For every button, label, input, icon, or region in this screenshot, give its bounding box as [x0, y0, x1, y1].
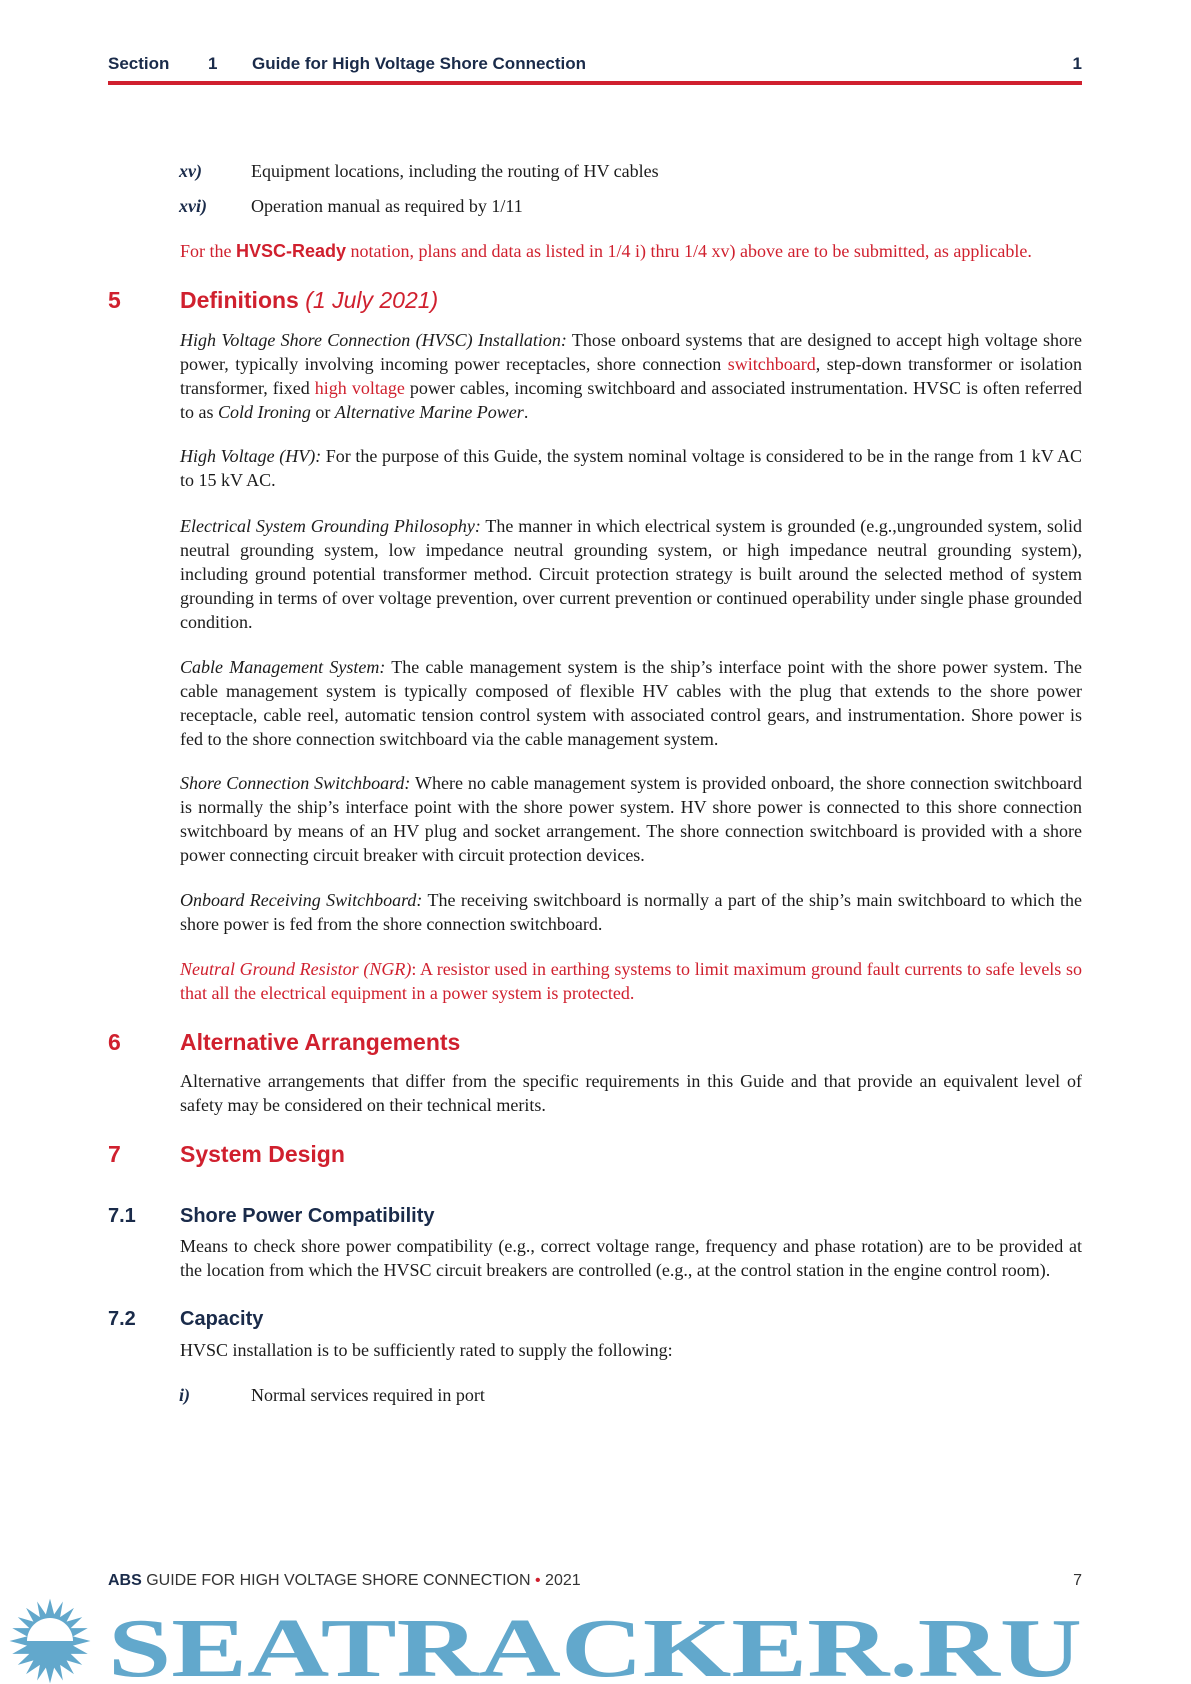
- item-text: Equipment locations, including the routing of HV cables: [251, 161, 659, 181]
- capacity-text: HVSC installation is to be sufficiently rated to supply the following:: [180, 1340, 673, 1360]
- definition-text: The receiving switchboard is normally a part of the ship’s main switchboard to which the shore power is fed from the shore connection switchboard.: [180, 890, 1083, 934]
- definition-term: Neutral Ground Resistor (NGR): [180, 959, 412, 979]
- note-notation: HVSC-Ready: [236, 241, 347, 261]
- subsection-number: 7.1: [108, 1205, 136, 1227]
- page-body: [108, 159, 1082, 1407]
- note-text: notation, plans and data as listed in 1/4 i) thru 1/4 xv) above are to be submitted, as applicable.: [346, 241, 1032, 261]
- header-chapter-page: 1: [1072, 54, 1082, 73]
- definition-text: The cable management system is the ship’s interface point with the shore power system. The cable management system is typically composed of flexible HV cables with the plug that extends to the shore power receptacle, cable reel, automatic tension control system with associated control gears, and instrumentation. Shore power is fed to the shore connection switchboard via the cable management system.: [180, 657, 1082, 749]
- alternative-text: Alternative arrangements that differ from the specific requirements in this Guide and that provide an equivalent level of safety may be considered on their technical merits.: [180, 1071, 1082, 1115]
- definition-text: : A resistor used in earthing systems to limit maximum ground fault currents to safe levels so that all the electrical equipment in a power system is protected.: [180, 959, 1082, 1003]
- text: or: [310, 402, 335, 422]
- hvsc-ready-note: [180, 239, 1082, 263]
- section-heading-6: [108, 1028, 1082, 1056]
- text: Cold Ironing: [218, 402, 311, 422]
- definition-grounding: [180, 514, 1082, 634]
- section-heading-5: [108, 286, 1082, 314]
- list-item: [179, 194, 1082, 218]
- section-heading-7: [108, 1140, 1082, 1168]
- definition-text: For the purpose of this Guide, the system nominal voltage is considered to be in the range from 1 kV AC to 15 kV AC.: [180, 446, 1082, 490]
- subsection-title: Capacity: [180, 1308, 264, 1330]
- definition-hvsc: [180, 328, 1082, 424]
- footer-year: 2021: [540, 1572, 581, 1589]
- sun-icon: [10, 1599, 91, 1684]
- definition-term: High Voltage Shore Connection (HVSC) Installation:: [180, 330, 567, 350]
- page-footer: [108, 1571, 1082, 1591]
- item-text: Operation manual as required by 1/11: [251, 196, 523, 216]
- link-high-voltage[interactable]: high voltage: [314, 378, 405, 398]
- header-divider: [108, 81, 1082, 85]
- definition-term: Electrical System Grounding Philosophy:: [180, 516, 481, 536]
- header-section-label: Section: [108, 54, 170, 73]
- footer-title: GUIDE FOR HIGH VOLTAGE SHORE CONNECTION: [141, 1572, 535, 1589]
- subsection-title: Shore Power Compatibility: [180, 1205, 435, 1227]
- definition-hv: [180, 444, 1082, 492]
- header-section-number: 1: [208, 54, 218, 73]
- list-item: [179, 1383, 1082, 1407]
- definition-ngr: [180, 957, 1082, 1005]
- definition-term: Onboard Receiving Switchboard:: [180, 890, 423, 910]
- definition-receiving-switchboard: [180, 888, 1082, 936]
- item-number: xv): [179, 161, 202, 181]
- watermark-text: SEATRACKER.RU: [108, 1602, 1082, 1684]
- section-title: Alternative Arrangements: [180, 1029, 461, 1055]
- definition-text: The manner in which electrical system is grounded (e.g.,ungrounded system, solid neutral grounding system, low impedance neutral grounding system, or high impedance neutral grounding system), including ground potential transformer method. Circuit protection strategy is built around the selected method of system grounding in terms of over voltage prevention, over current prevention or continued operability under single phase grounded condition.: [180, 516, 1082, 632]
- definition-term: High Voltage (HV):: [180, 446, 322, 466]
- footer-brand: ABS: [108, 1572, 142, 1589]
- text: , step-down transformer or isolation transformer, fixed: [180, 354, 1082, 398]
- section-number: 6: [108, 1029, 121, 1055]
- definition-term: Shore Connection Switchboard:: [180, 773, 411, 793]
- section-number: 5: [108, 287, 121, 313]
- subsection-heading-7-2: [108, 1306, 1082, 1332]
- section-title: Definitions: [180, 287, 299, 313]
- definition-cms: [180, 655, 1082, 751]
- section-title: System Design: [180, 1141, 345, 1167]
- text: .: [523, 402, 529, 422]
- list-item: [179, 159, 1082, 183]
- header-title: Guide for High Voltage Shore Connection: [252, 54, 587, 73]
- note-text: For the: [180, 241, 236, 261]
- item-number: xvi): [179, 196, 207, 216]
- text: power cables, incoming switchboard and associated instrumentation. HVSC is often referred to as: [180, 378, 1082, 422]
- watermark-logo: [0, 1598, 1191, 1684]
- link-switchboard[interactable]: switchboard: [727, 354, 816, 374]
- text: Alternative Marine Power: [334, 402, 524, 422]
- definition-term: Cable Management System:: [180, 657, 386, 677]
- section-number: 7: [108, 1141, 121, 1167]
- footer-page-number: 7: [1073, 1572, 1082, 1589]
- definition-text: Where no cable management system is provided onboard, the shore connection switchboard is normally the ship’s interface point with the shore power system. HV shore power is connected to this shore connection switchboard by means of an HV plug and socket arrangement. The shore connection switchboard is provided with a shore power connecting circuit breaker with circuit protection devices.: [180, 773, 1083, 865]
- compatibility-text: Means to check shore power compatibility (e.g., correct voltage range, frequency and phase rotation) are to be provided at the location from which the HVSC circuit breakers are controlled (e.g., at the control station in the engine control room).: [180, 1236, 1082, 1280]
- item-number: i): [179, 1385, 190, 1405]
- definition-shore-switchboard: [180, 771, 1082, 867]
- subsection-number: 7.2: [108, 1308, 136, 1330]
- text: Those onboard systems that are designed to accept high voltage shore power, typically involving incoming power receptacles, shore connection: [180, 330, 1082, 374]
- subsection-heading-7-1: [108, 1203, 1082, 1229]
- section-date: (1 July 2021): [305, 287, 439, 313]
- page-header: [108, 54, 1082, 78]
- item-text: Normal services required in port: [251, 1385, 485, 1405]
- footer-bullet: •: [535, 1572, 541, 1589]
